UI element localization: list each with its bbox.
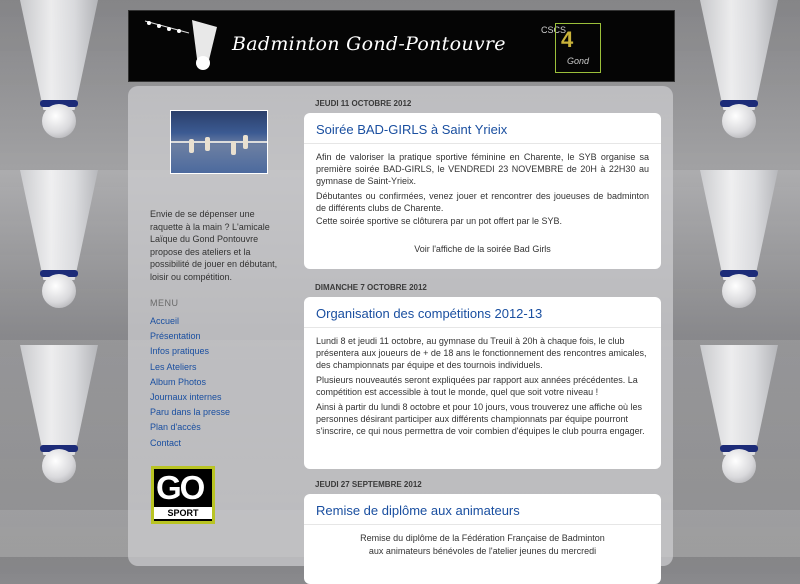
blog-post — [304, 113, 661, 269]
post-paragraph: Débutantes ou confirmées, venez jouer et rencontrer des joueuses de badminton de différents clubs de Charente. — [316, 191, 649, 214]
shuttlecock-image — [20, 0, 98, 150]
sidebar-menu — [150, 314, 230, 451]
site-header[interactable] — [128, 10, 675, 82]
club-logo — [541, 23, 601, 78]
post-paragraph: Lundi 8 et jeudi 11 octobre, au gymnase du Treuil à 20h à chaque fois, le club présentera aux joueurs de + de 18 ans le fonctionnement des rencontres amicales, des championnats par équipe et des tournois individuels. — [316, 336, 647, 371]
shuttlecock-image — [20, 345, 98, 495]
shuttlecock-image — [700, 0, 778, 150]
menu-item-plan-acces[interactable]: Plan d'accès — [150, 422, 201, 433]
sidebar — [128, 86, 300, 566]
go-sport-logo[interactable] — [151, 466, 215, 524]
post-title[interactable]: Organisation des compétitions 2012-13 — [316, 306, 543, 321]
menu-item-contact[interactable]: Contact — [150, 437, 182, 448]
menu-item-presse[interactable]: Paru dans la presse — [150, 407, 231, 418]
post-paragraph: Ainsi à partir du lundi 8 octobre et pour 10 jours, vous trouverez une affiche où les personnes désirant participer aux différents championnats par équipe pourront s'inscrire, ce qui nous permettra de voir combien d'équipes le club pourra engager. — [316, 402, 645, 437]
menu-item-album-photos[interactable]: Album Photos — [150, 376, 207, 387]
post-date: JEUDI 11 OCTOBRE 2012 — [315, 99, 412, 108]
shuttlecock-logo-icon — [137, 15, 222, 75]
logo-side-text: CSCS — [541, 25, 567, 35]
menu-item-journaux[interactable]: Journaux internes — [150, 392, 222, 403]
menu-item-ateliers[interactable]: Les Ateliers — [150, 361, 197, 372]
post-paragraph: Cette soirée sportive se clôturera par un pot offert par le SYB. — [316, 216, 562, 226]
gym-photo — [170, 110, 268, 174]
sponsor-go-text: GO — [156, 469, 204, 506]
menu-item-accueil[interactable]: Accueil — [150, 316, 180, 326]
post-date: DIMANCHE 7 OCTOBRE 2012 — [315, 283, 427, 292]
sponsor-sport-text: SPORT — [154, 507, 212, 519]
content-wrapper — [128, 86, 673, 566]
post-paragraph: Remise du diplôme de la Fédération Française de Badminton — [360, 533, 605, 543]
shuttlecock-image — [20, 170, 98, 320]
shuttlecock-image — [700, 345, 778, 495]
post-link[interactable]: Voir l'affiche de la soirée Bad Girls — [414, 244, 551, 254]
menu-item-presentation[interactable]: Présentation — [150, 331, 201, 342]
post-paragraph: Afin de valoriser la pratique sportive féminine en Charente, le SYB organise sa première soirée BAD-GIRLS, le VENDREDI 23 NOVEMBRE de 20H à 22H30 au gymnase de Saint-Yrieix. — [316, 152, 649, 187]
post-title[interactable]: Soirée BAD-GIRLS à Saint Yrieix — [316, 122, 508, 137]
post-date: JEUDI 27 SEPTEMBRE 2012 — [315, 480, 422, 489]
post-title[interactable]: Remise de diplôme aux animateurs — [316, 503, 520, 518]
site-title[interactable]: Badminton Gond-Pontouvre — [232, 33, 506, 55]
post-paragraph: aux animateurs bénévoles de l'atelier jeunes du mercredi — [368, 546, 597, 556]
sidebar-intro: Envie de se dépenser une raquette à la main ? L'amicale Laïque du Gond Pontouvre propose des ateliers et la possibilité de jouer en débutant, loisir ou compétition. — [150, 209, 278, 282]
shuttlecock-image — [700, 170, 778, 320]
logo-word: Gond — [567, 56, 590, 66]
post-paragraph: Plusieurs nouveautés seront expliquées par rapport aux années précédentes. La compétition est accessible à tout le monde, quel que soit votre niveau ! — [316, 375, 638, 398]
logo-number: 4 — [561, 27, 574, 52]
menu-heading: MENU — [150, 298, 179, 308]
menu-item-infos-pratiques[interactable]: Infos pratiques — [150, 346, 210, 357]
blog-post — [304, 297, 661, 469]
blog-post — [304, 494, 661, 584]
